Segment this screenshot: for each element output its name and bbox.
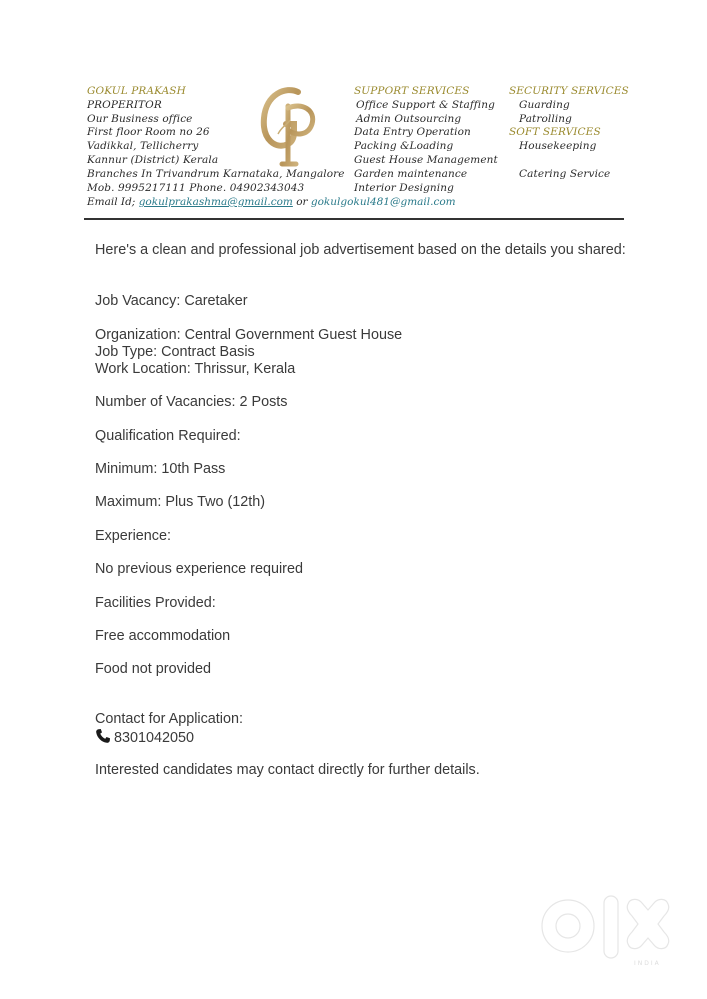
address-line: Our Business office — [87, 112, 193, 125]
proprietor-title: PROPERITOR — [87, 98, 162, 111]
service-item: Patrolling — [519, 112, 572, 125]
proprietor-name: GOKUL PRAKASH — [87, 85, 186, 97]
service-item: Garden maintenance — [354, 167, 468, 180]
contact-phone-line — [95, 728, 194, 747]
olx-india-watermark — [540, 890, 680, 970]
closing-text: Interested candidates may contact directly for further details. — [95, 762, 480, 778]
service-item: Guest House Management — [354, 153, 498, 166]
contact-phone-number: 8301042050 — [114, 730, 195, 746]
service-item: Office Support & Staffing — [356, 98, 495, 111]
intro-text: Here's a clean and professional job advertisement based on the details you shared: — [95, 242, 626, 258]
spacer — [509, 154, 629, 168]
facilities-heading: Facilities Provided: — [95, 595, 216, 611]
service-item: Admin Outsourcing — [356, 112, 462, 125]
work-location: Work Location: Thrissur, Kerala — [95, 361, 296, 377]
job-type: Job Type: Contract Basis — [95, 344, 255, 360]
email-secondary: gokulgokul481@gmail.com — [310, 196, 456, 208]
phone-line: Mob. 9995217111 Phone. 04902343043 — [87, 181, 305, 194]
organization: Organization: Central Government Guest House — [95, 327, 403, 343]
support-services-block — [354, 85, 498, 195]
security-services-heading: SECURITY SERVICES — [509, 85, 629, 97]
letterhead — [0, 0, 707, 222]
svg-text:INDIA: INDIA — [634, 960, 661, 967]
facility-item: Food not provided — [95, 661, 212, 677]
service-item: Housekeeping — [519, 140, 597, 153]
service-item: Catering Service — [519, 167, 611, 180]
email-separator: or — [296, 196, 308, 208]
letterhead-divider — [84, 218, 624, 220]
service-item: Interior Designing — [354, 181, 454, 194]
gp-monogram-logo — [258, 84, 320, 170]
security-soft-services-block — [509, 85, 629, 182]
address-line: First floor Room no 26 — [87, 126, 210, 139]
service-item: Data Entry Operation — [354, 126, 471, 139]
telephone-receiver-icon — [95, 728, 111, 744]
support-services-heading: SUPPORT SERVICES — [354, 85, 470, 97]
address-line: Kannur (District) Kerala — [87, 153, 219, 166]
branches-line: Branches In Trivandrum Karnataka, Mangalore — [87, 167, 345, 180]
experience-heading: Experience: — [95, 528, 171, 544]
contact-heading: Contact for Application: — [95, 711, 243, 727]
facility-item: Free accommodation — [95, 628, 231, 644]
qualification-maximum: Maximum: Plus Two (12th) — [95, 494, 266, 510]
vacancies: Number of Vacancies: 2 Posts — [95, 394, 288, 410]
email-line — [87, 196, 456, 208]
email-primary-link[interactable]: gokulprakashma@gmail.com — [138, 196, 293, 208]
service-item: Packing &Loading — [354, 140, 454, 153]
email-label: Email Id; — [87, 196, 136, 208]
service-item: Guarding — [519, 98, 570, 111]
address-line: Vadikkal, Tellicherry — [87, 140, 199, 153]
soft-services-heading: SOFT SERVICES — [509, 126, 601, 139]
qualification-minimum: Minimum: 10th Pass — [95, 461, 226, 477]
experience-value: No previous experience required — [95, 561, 303, 577]
qualification-heading: Qualification Required: — [95, 428, 241, 444]
job-vacancy: Job Vacancy: Caretaker — [95, 293, 248, 309]
